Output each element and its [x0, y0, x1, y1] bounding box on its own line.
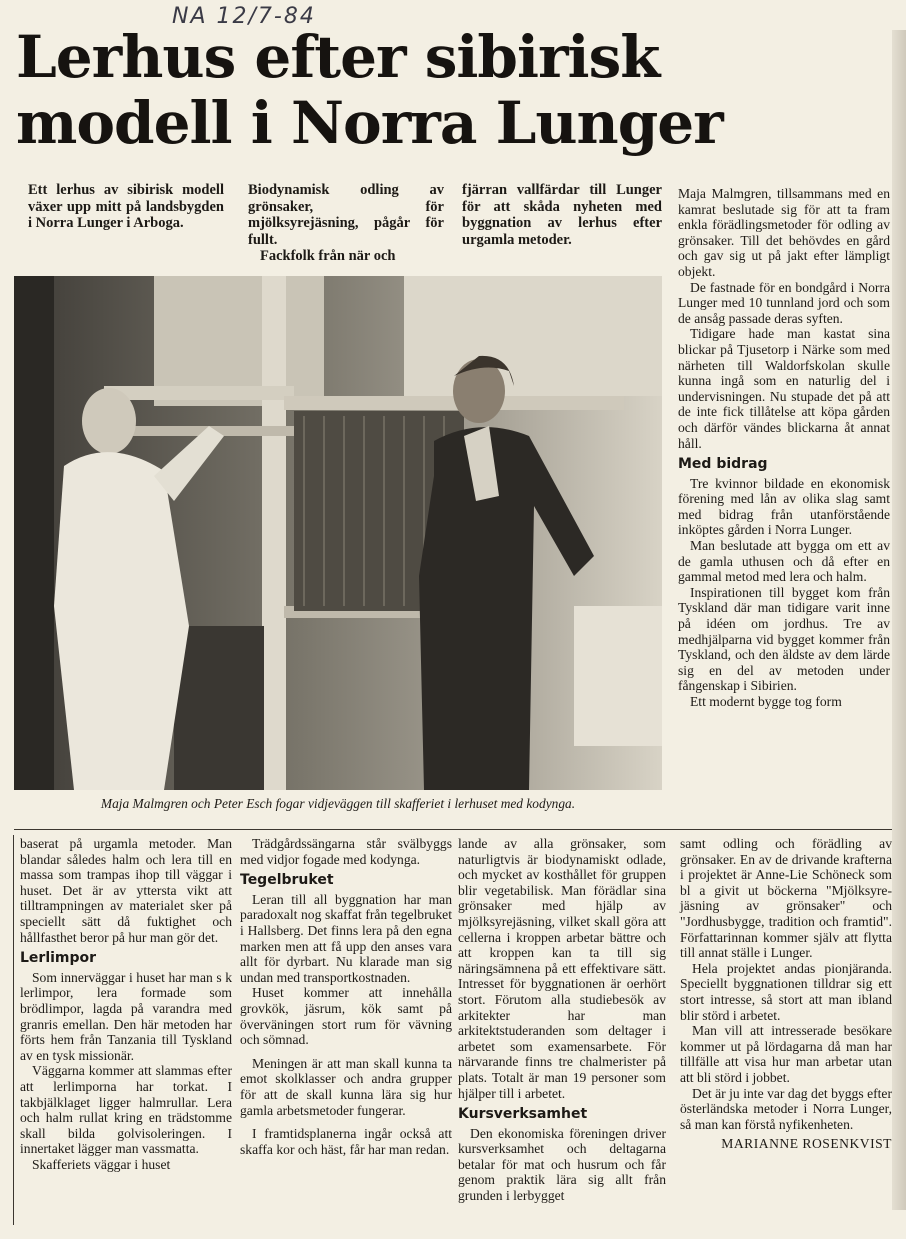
paragraph: samt odling och förädling av grönsaker. En av de drivande krafterna i projektet är Anne-Lie Schöneck som bl a givit ut böckerna "Mjölksyre-jäsning av grönsaker" och "Jordhusbygge, tradition och framtid". Författarinnan kommer själv att flytta till annat ställe i Lunger.: [680, 836, 892, 961]
paragraph: Väggarna kommer att slammas efter att lerlimporna har torkat. I takbjälklaget ligger halmrullar. Lera och halm rullat kring en trädstomme skall bilda golvisoleringen. I innertaket lägger man vassmatta.: [20, 1063, 232, 1157]
adjacent-page-edge: [892, 30, 906, 1210]
paragraph: Hela projektet andas pionjäranda. Speciellt byggnationen tilldrar sig ett stort intresse, så stort att man ibland blir störd i arbetet.: [680, 960, 892, 1023]
headline: [16, 24, 776, 156]
paragraph: Leran till all byggnation har man paradoxalt nog skaffat från tegelbruket i Hallsberg. Det finns lera på den egna marken men att få upp den anses vara allt för dyrbart. Nu klarade man sig undan med transportkostnaden.: [240, 891, 452, 985]
paragraph: Inspirationen till bygget kom från Tyskland där man tidigare varit inne på idéen om jordhus. Tre av medhjälparna vid bygget kommer från Tyskland, och den äldste av dem lärde sig en del av metoden under fångenskap i Sibirien.: [678, 584, 890, 694]
lead-paragraph: Biodynamisk odling av grönsaker, för mjölksyrejäsning, pågår för fullt.: [248, 182, 444, 248]
handwritten-date-note: NA 12/7-84: [172, 4, 316, 29]
bottom-column-3: [458, 836, 666, 1204]
paragraph: baserat på urgamla metoder. Man blandar således halm och lera till en massa som trampas ihop till väggar i huset. Det är av yttersta vikt att tilltrampningen av materialet sker på speciellt sätt då fuktighet och hållfasthet beror på hur man gör det.: [20, 836, 232, 945]
paragraph: Man beslutade att bygga om ett av de gamla uthusen och då efter en gammal metod med lera och halm.: [678, 538, 890, 585]
headline-line-1: Lerhus efter sibirisk: [16, 23, 660, 91]
headline-line-2: modell i Norra Lunger: [16, 89, 723, 157]
subheading-lerlimpor: Lerlimpor: [20, 950, 97, 967]
section-divider: [14, 829, 892, 830]
paragraph: I framtidsplanerna ingår också att skaffa kor och häst, får har man redan.: [240, 1126, 452, 1157]
lead-column-1: [28, 182, 224, 232]
article-photo: [14, 276, 662, 790]
subheading-med-bidrag: Med bidrag: [678, 456, 768, 473]
byline: MARIANNE ROSENKVIST: [721, 1136, 892, 1152]
paragraph: Man vill att intresserade besökare kommer ut på lördagarna då man har tillfälle att visa hur man arbetar utan att bli störd i jobbet.: [680, 1023, 892, 1085]
paragraph: Som innerväggar i huset har man s k lerlimpor, lera formade som brödlimpor, lagda på varandra med granris emellan. Den här metoden har förts hem från Tanzania till Tyskland av en tysk missionär.: [20, 969, 232, 1063]
lead-paragraph: Ett lerhus av sibirisk modell växer upp mitt på landsbygden i Norra Lunger i Arboga.: [28, 182, 224, 231]
paragraph: Tre kvinnor bildade en ekonomisk förening med lån av olika slag samt med bidrag från utanförstående inköptes gården i Norra Lunger.: [678, 475, 890, 538]
paragraph: De fastnade för en bondgård i Norra Lunger med 10 tunnland jord och som de ansåg passade deras syften.: [678, 279, 890, 326]
paragraph: Huset kommer att innehålla grovkök, jäsrum, kök samt på överväningen stort rum för vävning och sömnad.: [240, 985, 452, 1048]
paragraph: Det är ju inte var dag det byggs efter österländska metoder i Norra Lunger, så man kan förstå nyfikenheten.: [680, 1085, 892, 1132]
paragraph: Skafferiets väggar i huset: [32, 1156, 171, 1172]
subheading-kursverksamhet: Kursverksamhet: [458, 1106, 588, 1123]
bottom-column-2: [240, 836, 452, 1157]
paragraph: lande av alla grönsaker, som naturligtvis är biodynamiskt odlade, och mycket av kosthållet för gruppen blir vegetabilisk. Man förädlar sina grönsaker med hjälp av mjölksyrejäsning, vilket skall göra att cellerna i kroppen arbetar bättre och att kroppen kan ta till sig näringsämnena på ett effektivare sätt. Intresset för byggnationen är oerhört stort. Förutom alla studiebesök av arkitekter har man arkitektstuderanden som deltager i arbetet som examensarbete. För närvarande finns tre chalmerister på plats. Totalt är man 19 personer som hjälper till i arbetet.: [458, 836, 666, 1101]
paragraph: Den ekonomiska föreningen driver kursverksamhet och deltagarna betalar för mat och husrum och får genom praktik lära sig allt från grunden i lerbygget: [458, 1125, 666, 1204]
paragraph: Trädgårdssängarna står svälbyggs med vidjor fogade med kodynga.: [240, 836, 452, 867]
paragraph: Maja Malmgren, tillsammans med en kamrat beslutade sig för att ta fram enkla förädlingsmetoder för odling av grönsaker. Till det behövdes en gård och gav sig ut på jakt efter lämpligt objekt.: [678, 186, 890, 279]
subheading-tegelbruket: Tegelbruket: [240, 872, 334, 889]
photo-caption: Maja Malmgren och Peter Esch fogar vidjeväggen till skafferiet i lerhuset med kodynga.: [14, 792, 662, 818]
photo-illustration: [14, 276, 662, 790]
paragraph: Ett modernt bygge tog form: [690, 694, 842, 709]
lead-column-2: [248, 182, 444, 265]
lead-paragraph: fjärran vallfärdar till Lunger för att skåda nyheten med byggnation av lerhus efter urgamla metoder.: [462, 182, 662, 248]
lead-column-3: [462, 182, 662, 248]
paragraph: Tidigare hade man kastat sina blickar på Tjusetorp i Närke som med närheten till Waldorfskolan skulle kunna ingå som en naturlig del i undervisningen. Nu stupade det på att de inte fick tillåtelse att köpa gården och därför vändes blickarna åt annat håll.: [678, 326, 890, 451]
lead-paragraph: Fackfolk från när och: [260, 248, 396, 264]
bottom-column-4: [680, 836, 892, 1152]
column-rule: [13, 835, 14, 1225]
paragraph: Meningen är att man skall kunna ta emot skolklasser och andra grupper för att de skall kunna lära sig hur gamla arbetsmetoder fungerar.: [240, 1055, 452, 1118]
bottom-column-1: [20, 836, 232, 1172]
right-column: [678, 186, 890, 710]
